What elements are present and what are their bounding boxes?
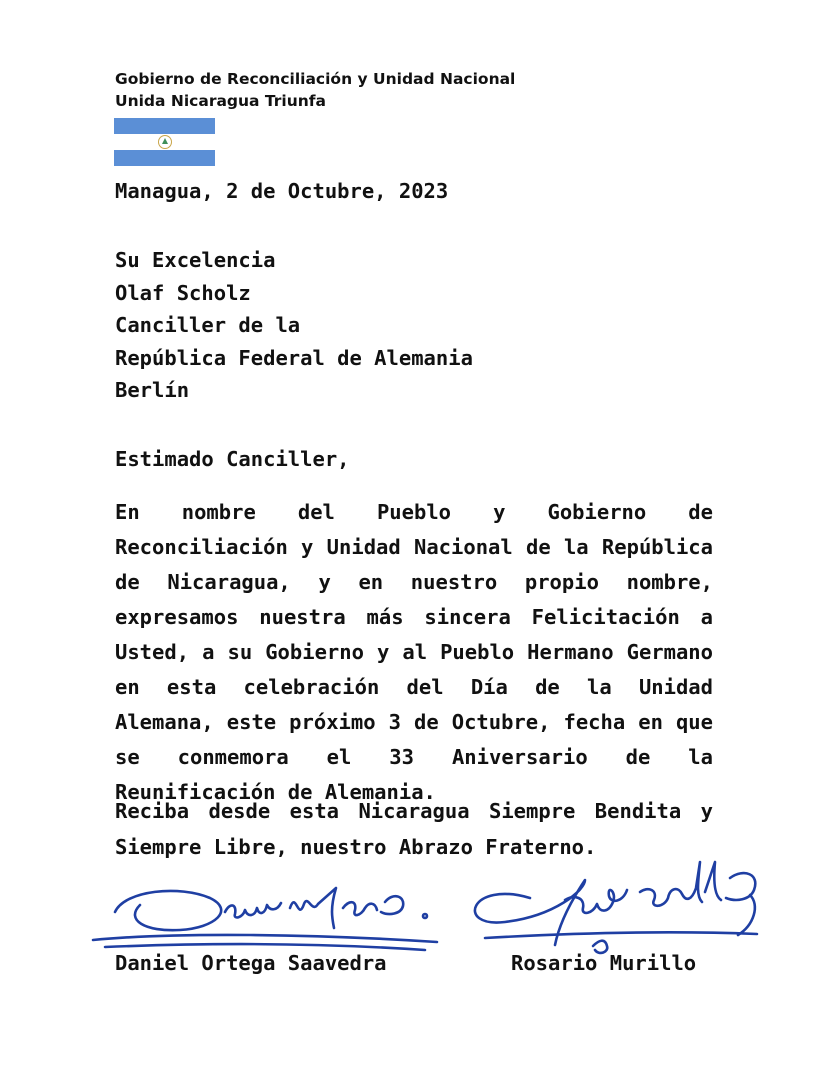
letter-date: Managua, 2 de Octubre, 2023	[115, 179, 449, 203]
recipient-name: Olaf Scholz	[115, 280, 251, 305]
recipient-title: Su Excelencia	[115, 248, 276, 272]
letterhead-line-2: Unida Nicaragua Triunfa	[115, 92, 327, 110]
recipient-role-line-1: Canciller de la	[115, 313, 301, 337]
signature-daniel-ortega	[93, 888, 437, 950]
coat-of-arms-icon	[158, 135, 172, 149]
recipient-role-line-2: República Federal de Alemania	[115, 345, 473, 370]
nicaragua-flag-icon	[114, 118, 215, 166]
body-paragraph-1: En nombre del Pueblo y Gobierno de Reconciliación y Unidad Nacional de la República de Nicaragua, y en nuestro propio nombre, expresamos nuestra más sincera Felicitación a Usted, a su Gobierno y al Pueblo Hermano Germano en esta celebración del Día de la Unidad Alemana, este próximo 3 de Octubre, fecha en que se conmemora el 33 Aniversario de la Reunificación de Alemania.	[115, 500, 713, 804]
greeting: Estimado Canciller,	[115, 447, 350, 471]
flag-bottom-band	[114, 150, 215, 166]
letterhead	[115, 68, 515, 112]
recipient-address	[115, 244, 473, 407]
signer-1-name: Daniel Ortega Saavedra	[115, 951, 387, 975]
flag-top-band	[114, 118, 215, 134]
recipient-city: Berlín	[115, 378, 190, 402]
signature-rosario-murillo	[475, 862, 757, 953]
body-paragraph-2: Reciba desde esta Nicaragua Siempre Bendita y Siempre Libre, nuestro Abrazo Fraterno.	[115, 799, 713, 859]
signatures-graphic	[85, 850, 785, 960]
letterhead-line-1: Gobierno de Reconciliación y Unidad Nacional	[115, 70, 516, 88]
signer-2-name: Rosario Murillo	[511, 951, 697, 975]
